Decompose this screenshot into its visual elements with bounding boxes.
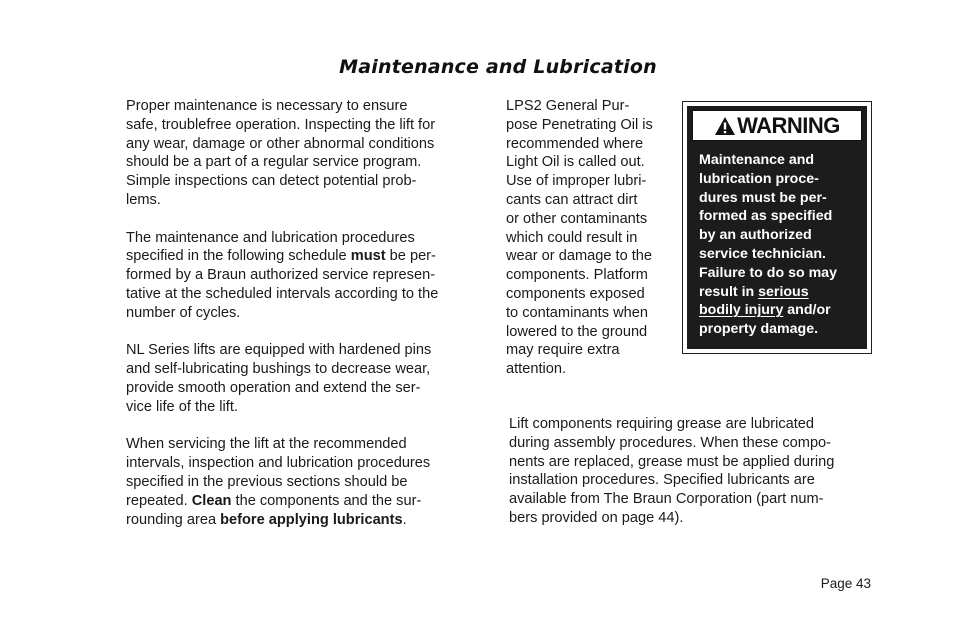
emphasis-must: must — [350, 248, 386, 265]
underlined-serious: serious — [758, 283, 809, 300]
text-line: The maintenance and lubrication procedures — [126, 229, 415, 246]
text-line: lems. — [126, 191, 161, 208]
page-number: Page 43 — [820, 576, 871, 591]
text-line: wear or damage to the — [506, 248, 653, 265]
warning-triangle-icon — [714, 116, 736, 136]
text-line: NL Series lifts are equipped with hardened pins — [126, 342, 432, 359]
text-line: Use of improper lubri- — [506, 173, 647, 190]
text-line: or other contaminants — [506, 210, 648, 227]
paragraph-grease — [509, 415, 874, 528]
warning-line: bodily injury and/or — [699, 302, 831, 319]
warning-line: Failure to do so may — [699, 264, 837, 281]
text-line: intervals, inspection and lubrication procedures — [126, 455, 431, 472]
text-line: to contaminants when — [506, 304, 648, 321]
text-line: components exposed — [506, 285, 645, 302]
text-line: pose Penetrating Oil is — [506, 116, 653, 133]
warning-line: result in serious — [699, 283, 809, 300]
text-line: specified in the previous sections should be — [126, 473, 408, 490]
warning-line: lubrication proce- — [699, 170, 819, 187]
paragraph-servicing — [126, 435, 471, 529]
left-column — [126, 97, 471, 529]
text-line: any wear, damage or other abnormal conditions — [126, 135, 435, 152]
text-line: and self-lubricating bushings to decrease wear, — [126, 361, 431, 378]
text-line: safe, troublefree operation. Inspecting the lift for — [126, 116, 436, 133]
warning-panel — [687, 106, 867, 349]
text-line: should be a part of a regular service program. — [126, 154, 422, 171]
text-line: LPS2 General Pur- — [506, 98, 630, 114]
text-line: Simple inspections can detect potential prob- — [126, 173, 417, 190]
page-title: Maintenance and Lubrication — [339, 56, 657, 78]
text-line: bers provided on page 44). — [509, 509, 684, 526]
warning-line: dures must be per- — [699, 189, 827, 206]
warning-line: Maintenance and — [699, 152, 815, 168]
text-line: number of cycles. — [126, 304, 241, 321]
text-line: which could result in — [506, 229, 638, 246]
text-line: available from The Braun Corporation (part num- — [509, 491, 824, 508]
text-line: specified in the following schedule must be per- — [126, 248, 436, 265]
text-line: lowered to the ground — [506, 323, 648, 340]
warning-header — [692, 110, 862, 141]
paragraph-nl-series — [126, 341, 471, 416]
text-line: Lift components requiring grease are lubricated — [509, 416, 815, 432]
text-line: installation procedures. Specified lubricants are — [509, 472, 815, 489]
text-line: formed by a Braun authorized service represen- — [126, 267, 436, 284]
emphasis-clean: Clean — [191, 492, 232, 509]
text-line: attention. — [506, 361, 567, 378]
text-line: vice life of the lift. — [126, 398, 238, 415]
paragraph-lps2-oil — [506, 97, 671, 379]
bottom-column — [509, 415, 874, 528]
warning-heading: WARNING — [737, 112, 840, 138]
paragraph-schedule — [126, 229, 471, 323]
warning-line: by an authorized — [699, 227, 812, 244]
underlined-bodily-injury: bodily injury — [699, 302, 784, 319]
warning-text — [699, 151, 864, 339]
text-line: rounding area before applying lubricants. — [126, 511, 407, 528]
text-line: Light Oil is called out. — [506, 154, 645, 171]
warning-line: formed as specified — [699, 208, 833, 225]
text-line: tative at the scheduled intervals according to the — [126, 285, 439, 302]
text-line: Proper maintenance is necessary to ensure — [126, 98, 408, 114]
text-line: When servicing the lift at the recommended — [126, 436, 407, 453]
warning-line: property damage. — [699, 321, 819, 338]
text-line: nents are replaced, grease must be applied during — [509, 453, 835, 470]
paragraph-proper-maintenance — [126, 97, 471, 210]
warning-line: service technician. — [699, 245, 826, 262]
emphasis-before-applying: before applying lubricants — [220, 511, 403, 528]
text-line: components. Platform — [506, 267, 648, 284]
warning-box — [682, 101, 872, 354]
text-line: recommended where — [506, 135, 644, 152]
middle-column — [506, 97, 671, 379]
text-line: cants can attract dirt — [506, 191, 638, 208]
text-line: may require extra — [506, 342, 620, 359]
text-line: during assembly procedures. When these compo- — [509, 434, 832, 451]
text-line: repeated. Clean the components and the sur- — [126, 492, 422, 509]
text-line: provide smooth operation and extend the ser- — [126, 379, 421, 396]
